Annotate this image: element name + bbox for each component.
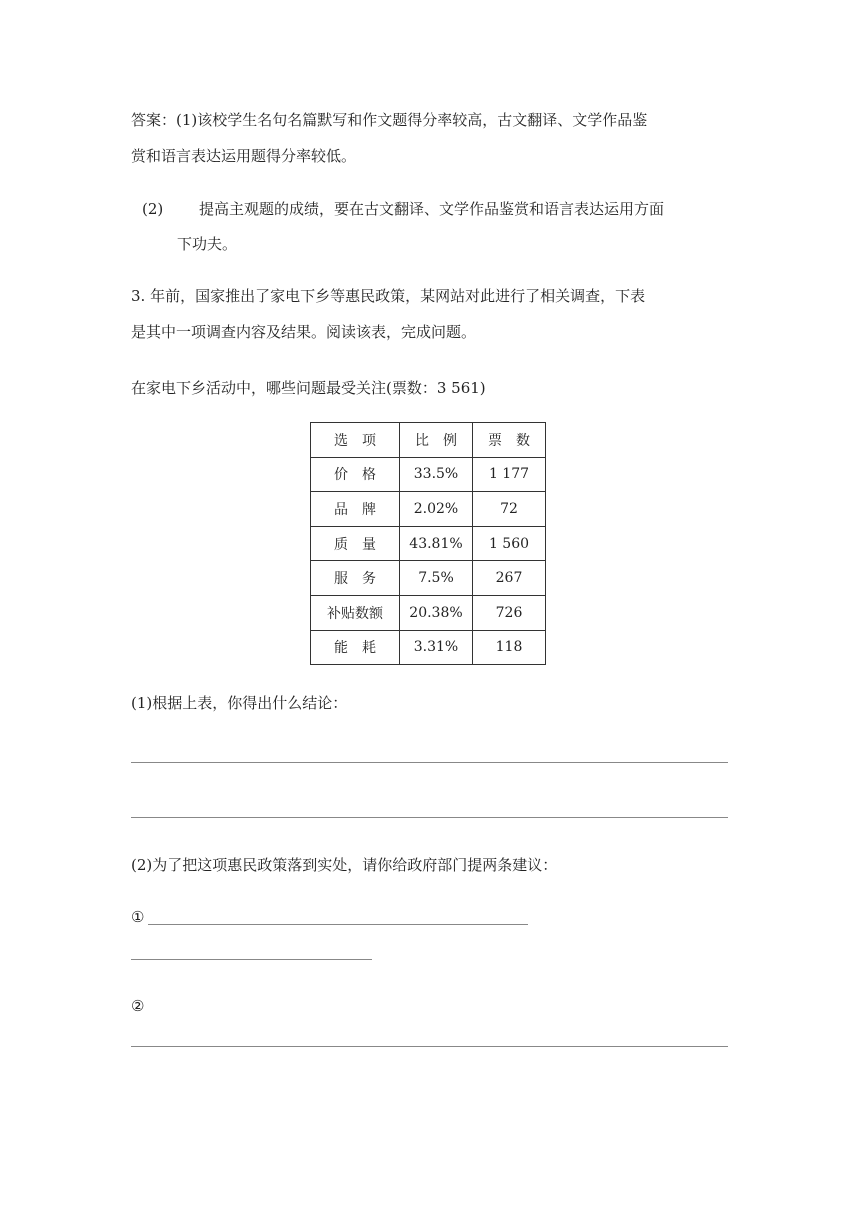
- answer-item-2-number: (2): [142, 200, 164, 218]
- table-row: [311, 561, 546, 596]
- answer-blank-line[interactable]: [131, 817, 728, 818]
- cell-votes: 1 560: [473, 526, 546, 561]
- table-row: [311, 526, 546, 561]
- sub-question-1: (1)根据上表，你得出什么结论：: [131, 694, 348, 712]
- table-row: [311, 630, 546, 665]
- cell-option: 补贴数额: [311, 595, 400, 630]
- sub-question-2: (2)为了把这项惠民政策落到实处，请你给政府部门提两条建议：: [131, 856, 558, 874]
- cell-ratio: 20.38%: [400, 595, 473, 630]
- cell-votes: 726: [473, 595, 546, 630]
- table-title: 在家电下乡活动中，哪些问题最受关注(票数：3 561): [131, 379, 486, 397]
- cell-ratio: 43.81%: [400, 526, 473, 561]
- header-ratio: 比 例: [400, 423, 473, 458]
- cell-ratio: 7.5%: [400, 561, 473, 596]
- cell-option: 服 务: [311, 561, 400, 596]
- question-3-line-1: 3. 年前，国家推出了家电下乡等惠民政策，某网站对此进行了相关调查，下表: [131, 287, 646, 305]
- question-3-line-2: 是其中一项调查内容及结果。阅读该表，完成问题。: [131, 323, 477, 341]
- answer-blank-line[interactable]: [148, 924, 528, 925]
- header-option: 选 项: [311, 423, 400, 458]
- cell-option: 品 牌: [311, 492, 400, 527]
- answer-item-2-line-1: 提高主观题的成绩，要在古文翻译、文学作品鉴赏和语言表达运用方面: [199, 200, 665, 218]
- answer-blank-line[interactable]: [131, 1046, 728, 1047]
- cell-option: 价 格: [311, 457, 400, 492]
- answer-line-1: 答案：(1)该校学生名句名篇默写和作文题得分率较高，古文翻译、文学作品鉴: [131, 111, 648, 129]
- cell-votes: 1 177: [473, 457, 546, 492]
- table-row: [311, 595, 546, 630]
- cell-ratio: 2.02%: [400, 492, 473, 527]
- survey-table: [310, 422, 546, 665]
- cell-votes: 118: [473, 630, 546, 665]
- cell-option: 能 耗: [311, 630, 400, 665]
- header-votes: 票 数: [473, 423, 546, 458]
- cell-votes: 72: [473, 492, 546, 527]
- cell-votes: 267: [473, 561, 546, 596]
- cell-ratio: 3.31%: [400, 630, 473, 665]
- suggestion-marker-2: ②: [131, 997, 145, 1015]
- answer-blank-line[interactable]: [131, 959, 372, 960]
- cell-option: 质 量: [311, 526, 400, 561]
- answer-blank-line[interactable]: [131, 762, 728, 763]
- answer-item-2-line-2: 下功夫。: [177, 235, 238, 253]
- table-row: [311, 492, 546, 527]
- answer-line-2: 赏和语言表达运用题得分率较低。: [131, 147, 357, 165]
- suggestion-marker-1: ①: [131, 908, 145, 926]
- table-header-row: [311, 423, 546, 458]
- table-row: [311, 457, 546, 492]
- cell-ratio: 33.5%: [400, 457, 473, 492]
